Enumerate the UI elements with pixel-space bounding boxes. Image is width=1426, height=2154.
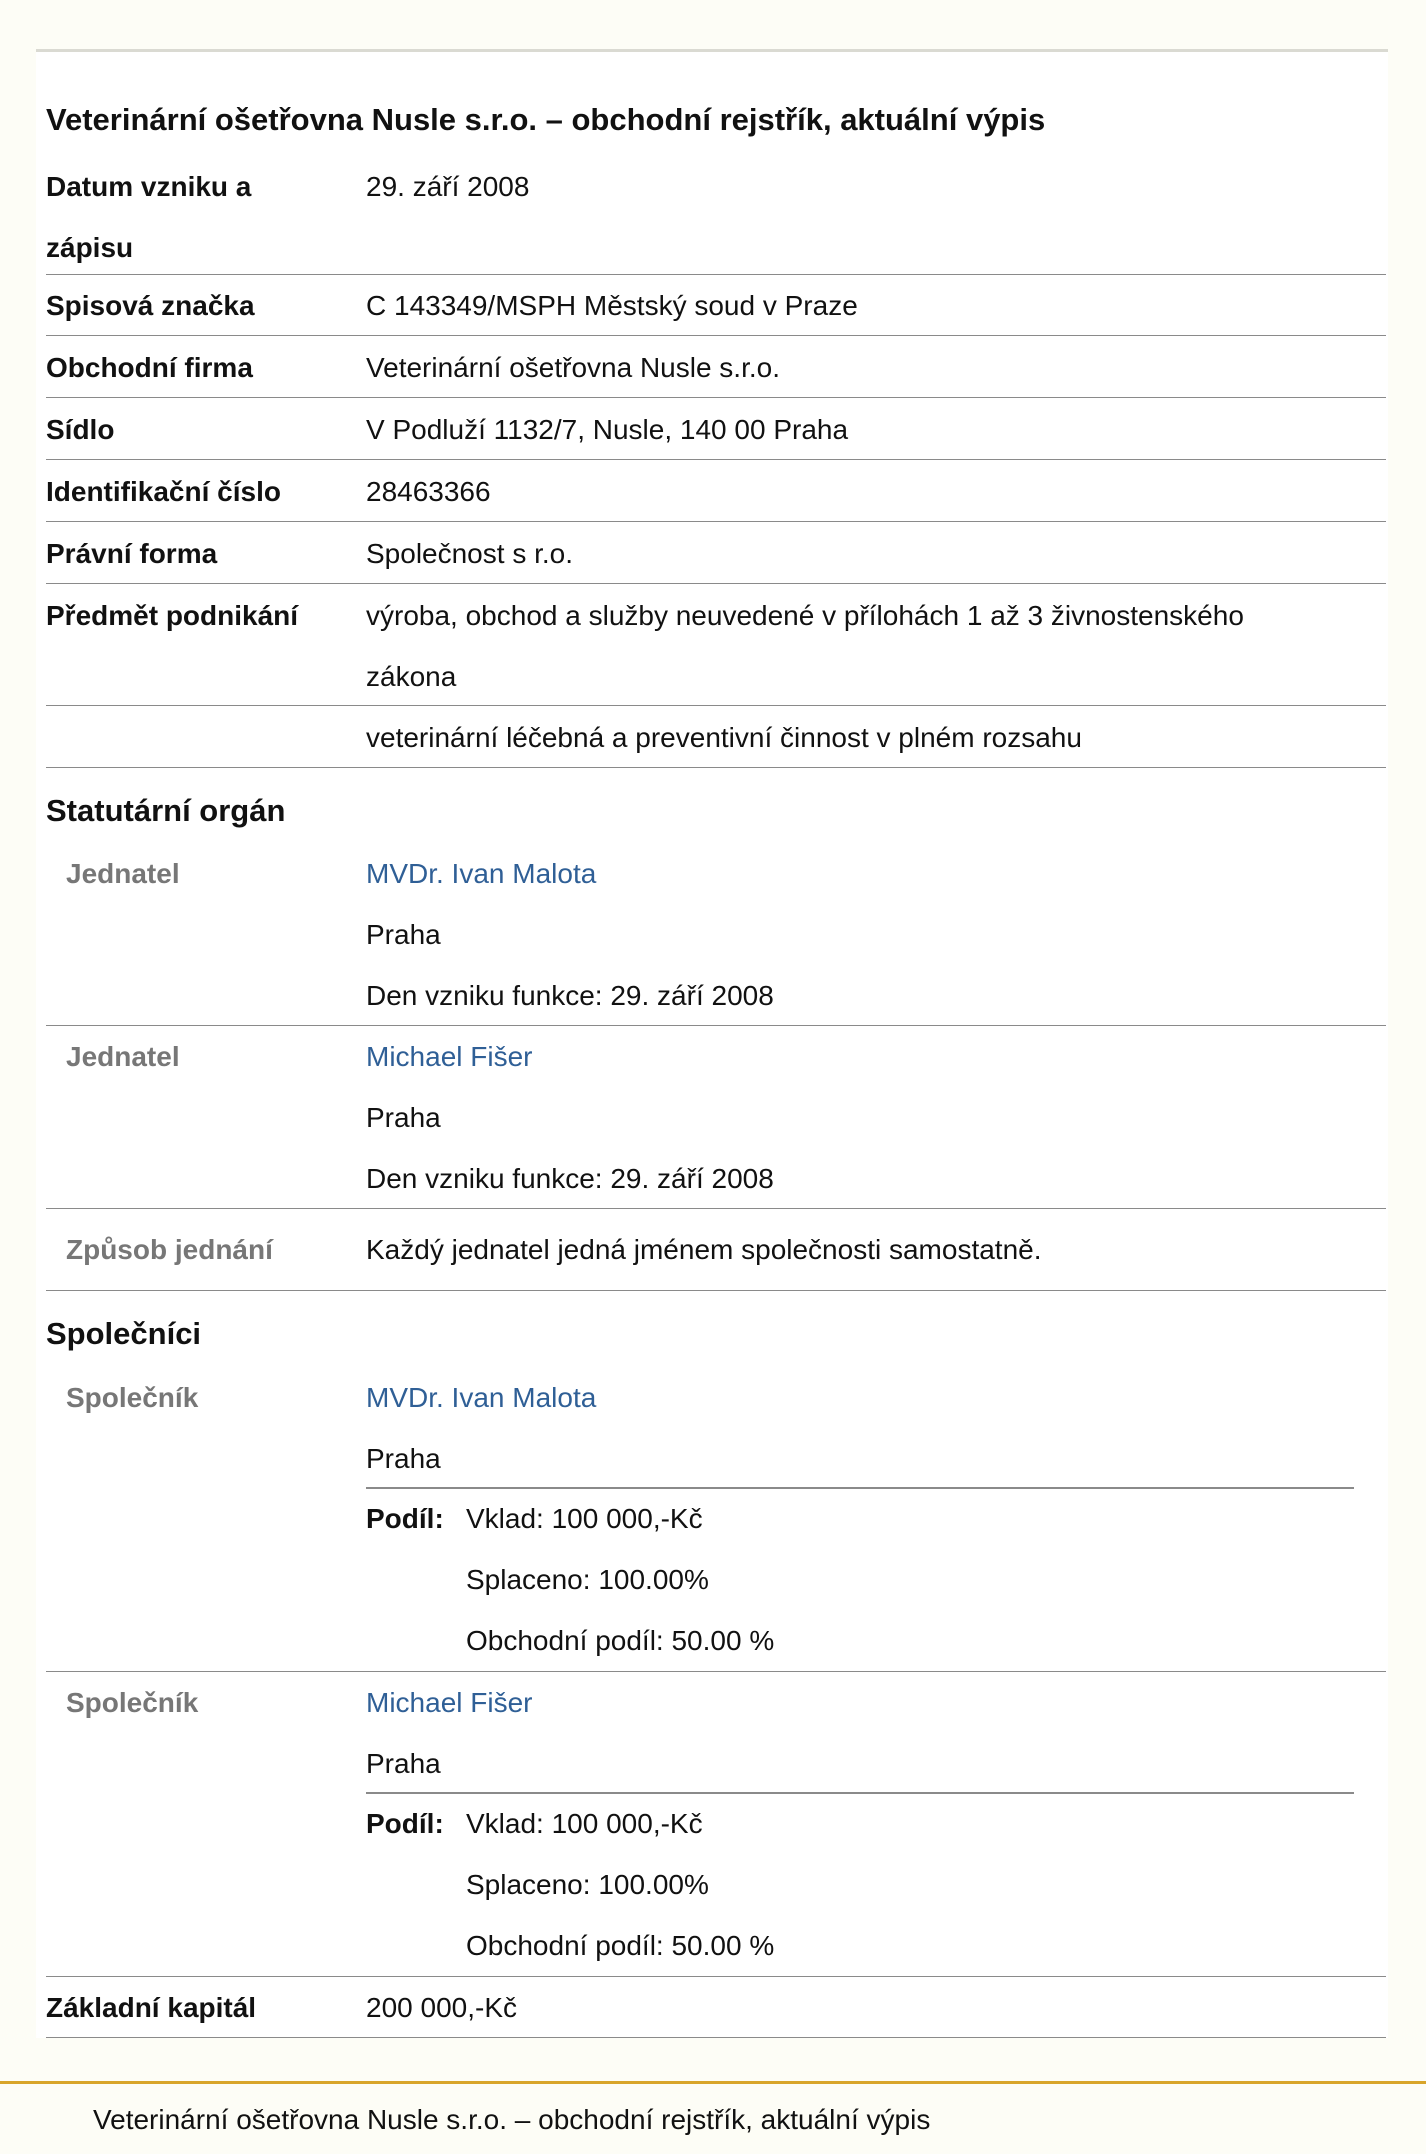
- label-predmet-podnikani: Předmět podnikání: [46, 600, 299, 631]
- link-spolecnik-1[interactable]: MVDr. Ivan Malota: [366, 1382, 597, 1413]
- city-jednatel-1: Praha: [366, 919, 441, 950]
- role-jednatel-2: Jednatel: [66, 1041, 180, 1072]
- value-datum-vzniku: 29. září 2008: [366, 171, 530, 202]
- vklad-1: Vklad: 100 000,-Kč: [466, 1503, 703, 1534]
- register-extract: [36, 52, 1388, 2038]
- section-spolecnici: Společníci: [46, 1316, 202, 1351]
- value-spisova-znacka: C 143349/MSPH Městský soud v Praze: [366, 290, 858, 321]
- label-zakladni-kapital: Základní kapitál: [46, 1992, 257, 2023]
- value-ico: 28463366: [366, 476, 491, 507]
- vklad-2: Vklad: 100 000,-Kč: [466, 1808, 703, 1839]
- city-spolecnik-1: Praha: [366, 1443, 441, 1474]
- value-zakladni-kapital: 200 000,-Kč: [366, 1992, 517, 2023]
- city-spolecnik-2: Praha: [366, 1748, 441, 1779]
- label-zpusob-jednani: Způsob jednání: [66, 1234, 273, 1265]
- since-jednatel-1: Den vzniku funkce: 29. září 2008: [366, 980, 774, 1011]
- row-predmet-podnikani-2: [46, 707, 1386, 768]
- value-pravni-forma: Společnost s r.o.: [366, 538, 574, 569]
- row-ico: [46, 461, 1386, 522]
- obchodni-podil-2: Obchodní podíl: 50.00 %: [466, 1930, 775, 1961]
- value-predmet-2: veterinární léčebná a preventivní činnost v plném rozsahu: [366, 722, 1082, 753]
- label-obchodni-firma: Obchodní firma: [46, 352, 253, 383]
- label-pravni-forma: Právní forma: [46, 538, 218, 569]
- row-datum-vzniku: [46, 156, 1386, 275]
- label-sidlo: Sídlo: [46, 414, 115, 445]
- label-spisova-znacka: Spisová značka: [46, 290, 255, 321]
- row-zakladni-kapital: [46, 1977, 1386, 2038]
- value-zpusob-jednani: Každý jednatel jedná jménem společnosti samostatně.: [366, 1234, 1042, 1265]
- row-pravni-forma: [46, 523, 1386, 584]
- role-spolecnik-1: Společník: [66, 1382, 199, 1413]
- link-jednatel-2[interactable]: Michael Fišer: [366, 1041, 533, 1072]
- city-jednatel-2: Praha: [366, 1102, 441, 1133]
- row-predmet-podnikani: [46, 585, 1386, 706]
- since-jednatel-2: Den vzniku funkce: 29. září 2008: [366, 1163, 774, 1194]
- role-jednatel-1: Jednatel: [66, 858, 180, 889]
- footer-caption: Veterinární ošetřovna Nusle s.r.o. – obchodní rejstřík, aktuální výpis: [93, 2104, 931, 2135]
- row-sidlo: [46, 399, 1386, 460]
- label-ico: Identifikační číslo: [46, 476, 281, 507]
- role-spolecnik-2: Společník: [66, 1687, 199, 1718]
- link-spolecnik-2[interactable]: Michael Fišer: [366, 1687, 533, 1718]
- value-predmet-1: výroba, obchod a služby neuvedené v přílohách 1 až 3 živnostenského zákona: [366, 600, 1244, 692]
- spolecnik-1: [46, 1367, 1386, 1672]
- share-label-1: Podíl:: [366, 1503, 444, 1534]
- splaceno-1: Splaceno: 100.00%: [466, 1564, 709, 1595]
- obchodni-podil-1: Obchodní podíl: 50.00 %: [466, 1625, 775, 1656]
- share-label-2: Podíl:: [366, 1808, 444, 1839]
- statutar-member-1: [46, 843, 1386, 1026]
- row-spisova-znacka: [46, 275, 1386, 336]
- value-sidlo: V Podluží 1132/7, Nusle, 140 00 Praha: [366, 414, 849, 445]
- footer-divider: [0, 2081, 1426, 2084]
- splaceno-2: Splaceno: 100.00%: [466, 1869, 709, 1900]
- section-statutarni-organ: Statutární orgán: [46, 793, 286, 828]
- statutar-member-2: [46, 1026, 1386, 1209]
- row-obchodni-firma: [46, 337, 1386, 398]
- page-title: Veterinární ošetřovna Nusle s.r.o. – obchodní rejstřík, aktuální výpis: [46, 102, 1046, 137]
- link-jednatel-1[interactable]: MVDr. Ivan Malota: [366, 858, 597, 889]
- row-zpusob-jednani: [46, 1209, 1386, 1291]
- value-obchodni-firma: Veterinární ošetřovna Nusle s.r.o.: [366, 352, 780, 383]
- label-datum-vzniku: Datum vzniku a zápisu: [46, 171, 252, 263]
- spolecnik-2: [46, 1672, 1386, 1977]
